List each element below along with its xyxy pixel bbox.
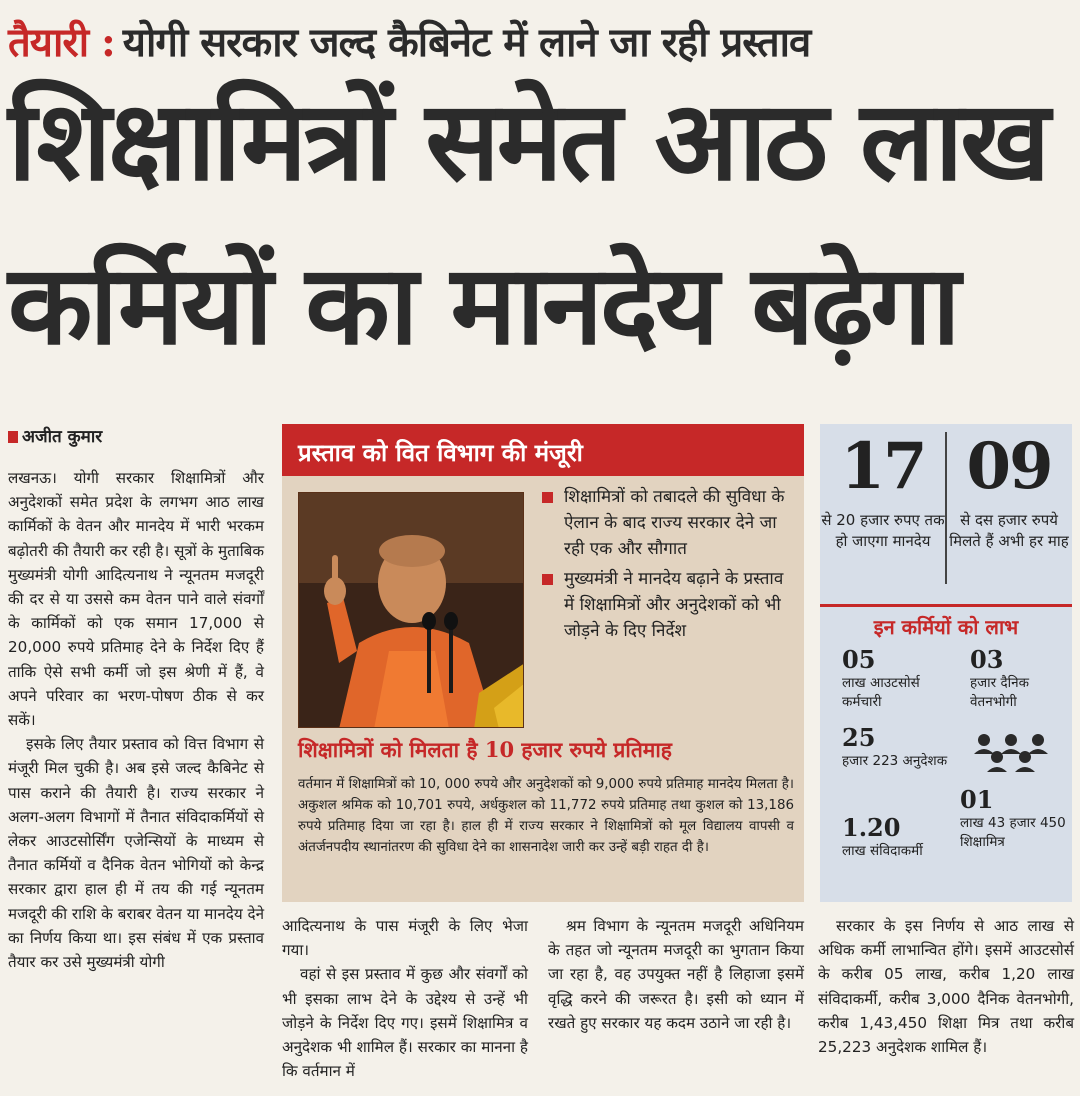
benefit-number: 03: [970, 645, 1004, 674]
story-column-1: [8, 466, 264, 974]
story-paragraph: लखनऊ। योगी सरकार शिक्षामित्रों और अनुदेशकों समेत प्रदेश के लगभग आठ लाख कार्मिकों के वेतन और मानदेय में भारी भरकम बढ़ोतरी की तैयारी कर रही है। सूत्रों के मुताबिक मुख्यमंत्री योगी आदित्यनाथ ने न्यूनतम मजदूरी की दर से या उससे कम वेतन पाने वाले संवर्गों के कार्मिकों को एक समान 17,000 से 20,000 रुपये प्रतिमाह देने के निर्देश दिए हैं ताकि ऐसे सभी कर्मी जो इस श्रेणी में हैं, वे अपने परिवार का भरण-पोषण ठीक से कर सकें।: [8, 469, 264, 730]
stat-current-range: [820, 424, 946, 592]
byline: [8, 424, 102, 447]
benefit-item: [960, 786, 1070, 852]
info-box-bullets: [540, 484, 798, 648]
story-paragraph: सरकार के इस निर्णय से आठ लाख से अधिक कर्मी लाभान्वित होंगे। इसमें आउटसोर्स के करीब 05 लाख, करीब 1,20 लाख संविदाकर्मी, करीब 3,000 दैनिक वेतनभोगी, करीब 1,43,450 शिक्षा मित्र तथा करीब 25,223 अनुदेशक शामिल हैं।: [818, 917, 1074, 1057]
info-box-body: वर्तमान में शिक्षामित्रों को 10, 000 रुपये और अनुदेशकों को 9,000 रुपये प्रतिमाह मानदेय मिलता है। अकुशल श्रमिक को 10,701 रुपये, अर्धकुशल को 11,772 रुपये प्रतिमाह तथा कुशल को 13,186 रुपये प्रतिमाह दिया जा रहा है। हाल ही में राज्य सरकार ने शिक्षामित्रों को मूल विद्यालय वापसी व अंतर्जनपदीय स्थानांतरण की सुविधा देने का शासनादेश जारी कर उन्हें बड़ी राहत दी है।: [298, 777, 794, 855]
story-column-3: [548, 914, 804, 1035]
benefit-text: हजार 223 अनुदेशक: [842, 753, 948, 769]
bullet-item: मुख्यमंत्री ने मानदेय बढ़ाने के प्रस्ताव में शिक्षामित्रों और अनुदेशकों को भी जोड़ने के दिए निर्देश: [540, 566, 798, 644]
speaker-photo-illustration: [299, 493, 524, 728]
benefit-number: 01: [960, 785, 994, 814]
benefit-item: [842, 814, 960, 861]
kicker: [8, 4, 1072, 76]
bullet-item: शिक्षामित्रों को तबादले की सुविधा के ऐलान के बाद राज्य सरकार देने जा रही एक और सौगात: [540, 484, 798, 562]
kicker-label: तैयारी :: [8, 18, 115, 66]
stat-number: 09: [966, 429, 1052, 504]
headline-line-2: कर्मियों का मानदेय बढ़ेगा: [8, 240, 958, 369]
byline-author: अजीत कुमार: [22, 427, 103, 447]
stats-panel: [820, 424, 1072, 902]
stat-caption: से 20 हजार रुपए तक हो जाएगा मानदेय: [821, 511, 945, 550]
stat-caption: से दस हजार रुपये मिलते हैं अभी हर माह: [949, 511, 1069, 550]
story-column-4: [818, 914, 1074, 1059]
benefit-number: 25: [842, 723, 876, 752]
benefit-number: 05: [842, 645, 876, 674]
benefit-text: लाख आउटसोर्स कर्मचारी: [842, 675, 920, 710]
story-paragraph: वहां से इस प्रस्ताव में कुछ और संवर्गों को भी इसका लाभ देने के उद्देश्य से उन्हें भी जोड़ने के निर्देश दिए गए। इसमें शिक्षामित्र व अनुदेशक भी शामिल हैं। सरकार का मानना है कि वर्तमान में: [282, 965, 528, 1081]
benefit-text: लाख 43 हजार 450 शिक्षामित्र: [960, 815, 1066, 850]
headline-line-1: शिक्षामित्रों समेत आठ लाख: [8, 76, 1048, 205]
benefit-item: [842, 724, 960, 771]
benefit-item: [842, 646, 960, 712]
info-box: [282, 424, 804, 902]
benefit-text: लाख संविदाकर्मी: [842, 843, 923, 859]
stat-number: 17: [840, 429, 926, 504]
story-paragraph: श्रम विभाग के न्यूनतम मजदूरी अधिनियम के तहत जो न्यूनतम मजदूरी का भुगतान किया जा रहा है, वह उपयुक्त नहीं है लिहाजा इसमें वृद्धि करने की जरूरत है। इसी को ध्यान में रखते हुए सरकार यह कदम उठाने जा रही है।: [548, 917, 804, 1032]
story-paragraph: इसके लिए तैयार प्रस्ताव को वित्त विभाग से मंजूरी मिल चुकी है। अब इसे जल्द कैबिनेट से पास कराने की तैयारी है। राज्य सरकार ने अलग-अलग विभागों में तैनात संविदाकर्मियों से लेकर आउटसोर्सिंग एजेन्सियों के माध्यम से तैनात कर्मियों व दैनिक वेतन भोगियों को केन्द्र सरकार द्वारा हाल ही में तय की गई न्यूनतम मजदूरी की राशि के बराबर वेतन या मानदेय देने का निर्णय किया था। इस संबंध में एक प्रस्ताव तैयार कर उसे मुख्यमंत्री योगी: [8, 735, 264, 972]
info-box-subhead: शिक्षामित्रों को मिलता है 10 हजार रुपये प्रतिमाह: [298, 737, 672, 762]
chief-minister-photo: [298, 492, 524, 728]
kicker-text: योगी सरकार जल्द कैबिनेट में लाने जा रही प्रस्ताव: [122, 18, 811, 66]
benefit-number: 1.20: [842, 813, 901, 842]
story-paragraph: आदित्यनाथ के पास मंजूरी के लिए भेजा गया।: [282, 917, 528, 960]
stat-existing-pay: [946, 424, 1072, 592]
info-box-title: प्रस्ताव को वित विभाग की मंजूरी: [282, 428, 804, 476]
benefits-title: इन कर्मियों को लाभ: [820, 604, 1072, 646]
people-group-icon: [970, 732, 1052, 774]
benefit-text: हजार दैनिक वेतनभोगी: [970, 675, 1030, 710]
story-column-2: [282, 914, 528, 1083]
byline-square-icon: [8, 431, 18, 443]
benefit-item: [970, 646, 1068, 712]
